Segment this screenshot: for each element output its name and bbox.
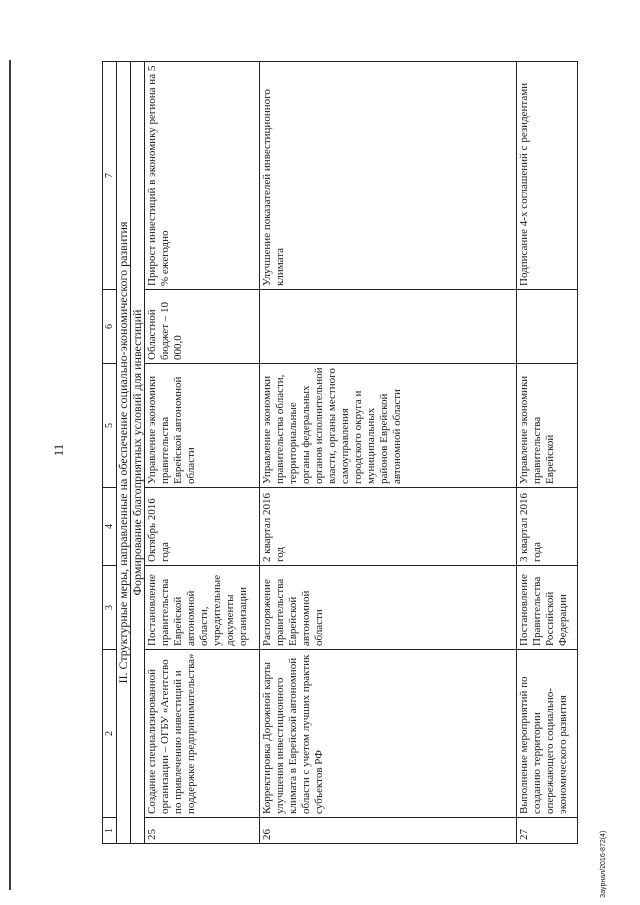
funding-cell: Областной бюджет – 10 000,0 — [145, 290, 260, 364]
section-row — [117, 62, 131, 844]
result-cell: Подписание 4-х соглашений с резидентами — [517, 62, 578, 290]
col-num-2: 2 — [103, 650, 117, 818]
col-num-1: 1 — [103, 818, 117, 844]
document-cell: Постановление правительства Еврейской автономной области, учредительные документы организации — [145, 566, 260, 650]
document-cell: Постановление Правительства Российской Федерации — [517, 566, 578, 650]
measures-table — [102, 61, 578, 844]
measure-cell: Корректировка Дорожной карты улучшения инвестиционного климата в Еврейской автономной области с учетом лучших практик субъектов РФ — [260, 650, 517, 818]
table-row — [517, 62, 578, 844]
measure-cell: Выполнение мероприятий по созданию территории опережающего социально-экономического развития — [517, 650, 578, 818]
table-row — [145, 62, 260, 844]
col-num-4: 4 — [103, 488, 117, 566]
row-number: 25 — [145, 818, 260, 844]
result-cell: Улучшение показателей инвестиционного климата — [260, 62, 517, 290]
measure-cell: Создание специализированной организации – ОГБУ «Агентство по привлечению инвестиций и поддержке предпринимательства» — [145, 650, 260, 818]
scan-edge-line — [9, 60, 11, 890]
footer-code: Заурнал/2016-872(4) — [600, 830, 607, 898]
deadline-cell: 3 квартал 2016 года — [517, 488, 578, 566]
executor-cell: Управление экономики правительства Еврейской — [517, 364, 578, 488]
result-cell: Прирост инвестиций в экономику региона на 5 % ежегодно — [145, 62, 260, 290]
funding-cell — [517, 290, 578, 364]
table-row — [260, 62, 517, 844]
subsection-row — [131, 62, 145, 844]
row-number: 27 — [517, 818, 578, 844]
col-num-3: 3 — [103, 566, 117, 650]
executor-cell: Управление экономики правительства области, территориальные органы федеральных органов исполнительной власти, органы местного самоуправления городского округа и муниципальных районов Еврейской автономной области — [260, 364, 517, 488]
section-title: II. Структурные меры, направленные на обеспечение социально-экономического развития — [117, 62, 131, 844]
page-number: 11 — [51, 443, 66, 457]
deadline-cell: 2 квартал 2016 год — [260, 488, 517, 566]
executor-cell: Управление экономики правительства Еврейской автономной области — [145, 364, 260, 488]
col-num-7: 7 — [103, 62, 117, 290]
row-number: 26 — [260, 818, 517, 844]
col-num-6: 6 — [103, 290, 117, 364]
document-cell: Распоряжение правительства Еврейской автономной области — [260, 566, 517, 650]
rotated-page — [102, 62, 578, 844]
deadline-cell: Октябрь 2016 года — [145, 488, 260, 566]
col-num-5: 5 — [103, 364, 117, 488]
funding-cell — [260, 290, 517, 364]
column-number-row — [103, 62, 117, 844]
subsection-title: Формирование благоприятных условий для инвестиций — [131, 62, 145, 844]
